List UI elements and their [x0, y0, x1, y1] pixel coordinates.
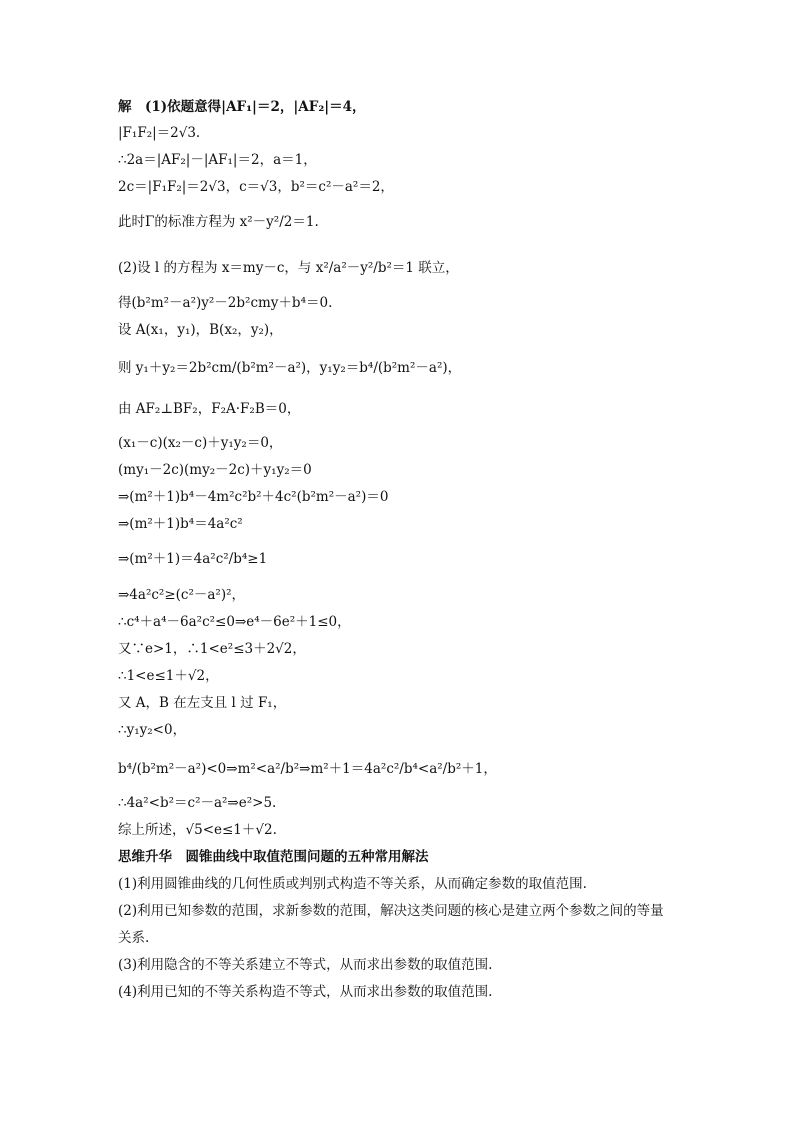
- method-1: (1)利用圆锥曲线的几何性质或判别式构造不等关系，从而确定参数的取值范围.: [118, 876, 587, 892]
- derivation-line-1: (x₁－c)(x₂－c)＋y₁y₂＝0，: [118, 435, 283, 451]
- derivation-line-4: ⇒(m²＋1)b⁴＝4a²c²: [118, 516, 243, 532]
- solution-line-3: ∴2a＝|AF₂|－|AF₁|＝2，a＝1，: [118, 152, 317, 168]
- derivation-line-3: ⇒(m²＋1)b⁴－4m²c²b²＋4c²(b²m²－a²)＝0: [118, 489, 389, 505]
- solution-line-4: 2c＝|F₁F₂|＝2√3，c＝√3，b²＝c²－a²＝2，: [118, 179, 394, 195]
- part2-setup-line: (2)设 l 的方程为 x＝my－c，与 x²/a²－y²/b²＝1 联立，: [118, 260, 459, 276]
- derivation-line-8: 又∵e>1，∴1<e²≤3＋2√2，: [118, 641, 306, 657]
- derivation-line-7: ∴c⁴＋a⁴－6a²c²≤0⇒e⁴－6e²＋1≤0，: [118, 614, 351, 630]
- summary-heading: 思维升华 圆锥曲线中取值范围问题的五种常用解法: [118, 849, 429, 865]
- method-2-continued: 关系.: [118, 930, 150, 946]
- derivation-line-5: ⇒(m²＋1)＝4a²c²/b⁴≥1: [118, 551, 268, 567]
- solution-line-1: 解 (1)依题意得|AF₁|＝2，|AF₂|＝4，: [118, 99, 366, 115]
- derivation-line-12: b⁴/(b²m²－a²)<0⇒m²<a²/b²⇒m²＋1＝4a²c²/b⁴<a²/b²＋1，: [118, 761, 497, 777]
- derivation-line-10: 又 A，B 在左支且 l 过 F₁，: [118, 695, 287, 711]
- method-3: (3)利用隐含的不等关系建立不等式，从而求出参数的取值范围.: [118, 957, 493, 973]
- method-4: (4)利用已知的不等关系构造不等式，从而求出参数的取值范围.: [118, 984, 493, 1000]
- vieta-line: 则 y₁＋y₂＝2b²cm/(b²m²－a²)，y₁y₂＝b⁴/(b²m²－a²)，: [118, 360, 462, 376]
- derivation-line-11: ∴y₁y₂<0，: [118, 722, 187, 738]
- derivation-line-9: ∴1<e≤1＋√2，: [118, 668, 219, 684]
- points-line: 设 A(x₁，y₁)，B(x₂，y₂)，: [118, 322, 283, 338]
- quadratic-line: 得(b²m²－a²)y²－2b²cmy＋b⁴＝0.: [118, 295, 333, 311]
- derivation-line-6: ⇒4a²c²≥(c²－a²)²，: [118, 587, 246, 603]
- derivation-line-2: (my₁－2c)(my₂－2c)＋y₁y₂＝0: [118, 462, 312, 478]
- perpendicular-line: 由 AF₂⊥BF₂，F₂A·F₂B＝0，: [118, 401, 301, 417]
- conclusion-line: 综上所述，√5<e≤1＋√2.: [118, 822, 277, 838]
- solution-line-2: |F₁F₂|＝2√3.: [118, 125, 201, 141]
- method-2: (2)利用已知参数的范围，求新参数的范围，解决这类问题的核心是建立两个参数之间的等量: [118, 903, 664, 919]
- standard-equation-line: 此时Γ的标准方程为 x²－y²/2＝1.: [118, 214, 319, 230]
- derivation-line-13: ∴4a²<b²＝c²－a²⇒e²>5.: [118, 795, 277, 811]
